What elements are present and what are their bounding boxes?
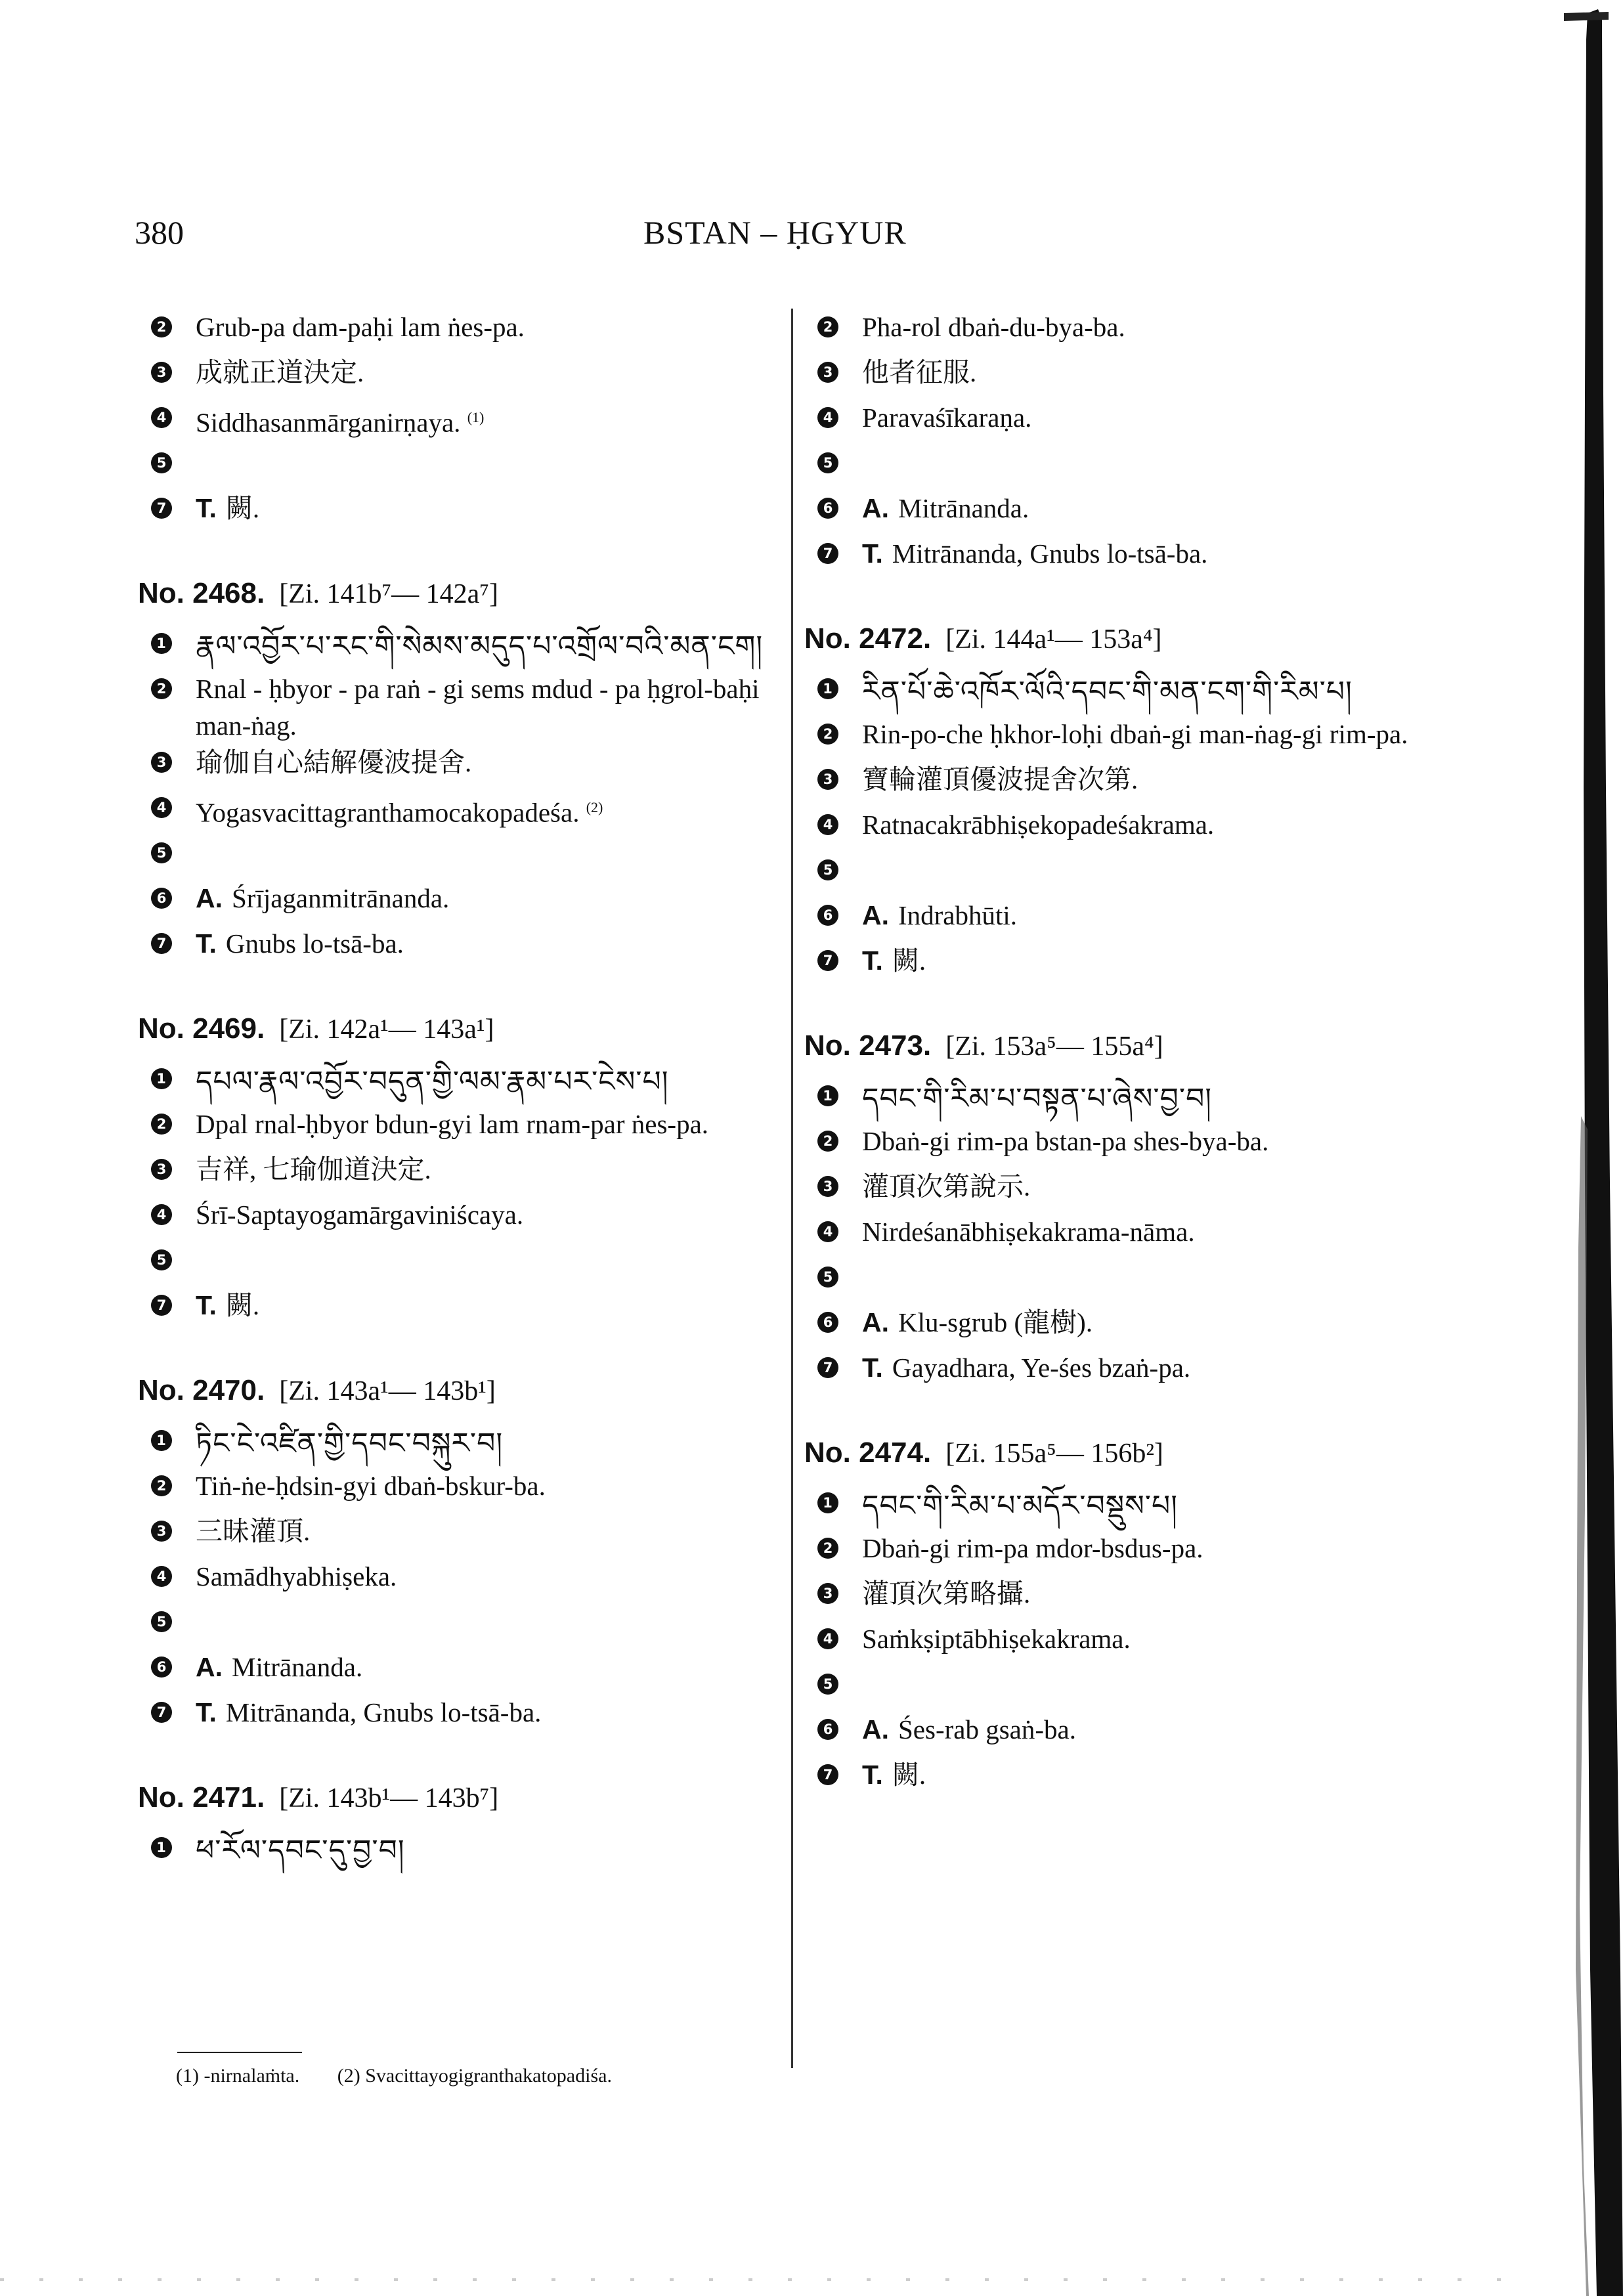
tibetan-translit-line: 2 Dbaṅ-gi rim-pa mdor-bsdus-pa. — [804, 1530, 1467, 1575]
marker-2: 2 — [151, 1114, 172, 1135]
translator-line: 7 T. 闕. — [804, 942, 1467, 987]
empty-line — [138, 444, 801, 490]
entry-2471 — [138, 1779, 801, 1874]
marker-2: 2 — [151, 316, 172, 337]
footnote-ref: (2) — [586, 799, 603, 815]
chinese-line: 3 灌頂次第說示. — [804, 1168, 1467, 1213]
sanskrit-line: 4 Śrī-Saptayogamārgaviniścaya. — [138, 1196, 801, 1242]
chinese-line: 3 三昧灌頂. — [138, 1513, 801, 1558]
entry-2473 — [804, 1027, 1467, 1395]
marker-6: 6 — [151, 1657, 172, 1678]
marker-4: 4 — [817, 1221, 838, 1242]
entry-2472 — [804, 620, 1467, 987]
marker-5: 5 — [151, 1611, 172, 1632]
sanskrit-line: 4 Yogasvacittagranthamocakopadeśa. $^{(2)}$ — [138, 789, 801, 834]
tibetan-line: 1 རིན་པོ་ཆེ་འཁོར་ལོའི་དབང་གི་མན་ངག་གི་རིམ་པ། — [804, 670, 1467, 716]
sanskrit-line: 4 Ratnacakrābhiṣekopadeśakrama. — [804, 806, 1467, 852]
marker-1: 1 — [151, 1837, 172, 1858]
continued-entry — [138, 309, 801, 535]
marker-5: 5 — [151, 452, 172, 473]
marker-1: 1 — [817, 1085, 838, 1106]
sanskrit-line: 4 Samādhyabhiṣeka. — [138, 1558, 801, 1603]
tibetan-translit-line: 2 Dpal rnal-ḥbyor bdun-gyi lam rnam-par ṅes-pa. — [138, 1106, 801, 1151]
marker-3: 3 — [151, 752, 172, 773]
entry-heading: No. 2469. [Zi. 142a¹— 143a¹] — [138, 1012, 494, 1045]
tibetan-translit-line: 2 Rnal - ḥbyor - pa raṅ - gi sems mdud - pa ḥgrol-baḥi man-ṅag. — [138, 670, 801, 744]
footnote-2: (2) Svacittayogigranthakatopadiśa. — [337, 2065, 612, 2087]
sanskrit-line: 4 Siddhasanmārganirṇaya. $^{(1)}$ — [138, 399, 801, 444]
empty-line — [138, 834, 801, 880]
marker-3: 3 — [817, 769, 838, 790]
author-line: 6 A. Mitrānanda. — [138, 1649, 801, 1694]
author-line: 6 A. Klu-sgrub (龍樹). — [804, 1304, 1467, 1349]
entry-heading: No. 2468. [Zi. 141b⁷— 142a⁷] — [138, 577, 498, 609]
empty-line — [804, 1666, 1467, 1711]
marker-2: 2 — [817, 1131, 838, 1152]
continued-entry — [804, 309, 1467, 580]
marker-4: 4 — [817, 407, 838, 428]
footnote-ref: (1) — [467, 409, 485, 425]
marker-3: 3 — [151, 1521, 172, 1542]
tibetan-translit-line: 2 Dbaṅ-gi rim-pa bstan-pa shes-bya-ba. — [804, 1123, 1467, 1168]
marker-5: 5 — [817, 452, 838, 473]
marker-6: 6 — [817, 905, 838, 926]
translator-line: 7 T. Mitrānanda, Gnubs lo-tsā-ba. — [138, 1694, 801, 1739]
marker-3: 3 — [151, 1159, 172, 1180]
marker-7: 7 — [817, 543, 838, 564]
marker-5: 5 — [817, 1267, 838, 1288]
marker-7: 7 — [817, 1764, 838, 1785]
marker-5: 5 — [817, 859, 838, 880]
marker-3: 3 — [151, 362, 172, 383]
marker-7: 7 — [151, 498, 172, 519]
marker-3: 3 — [817, 1176, 838, 1197]
footnote-rule — [177, 2052, 302, 2053]
author-line: 6 A. Śes-rab gsaṅ-ba. — [804, 1711, 1467, 1756]
left-column — [138, 309, 801, 1914]
marker-3: 3 — [817, 1583, 838, 1604]
marker-2: 2 — [151, 1475, 172, 1496]
empty-line — [804, 1259, 1467, 1304]
page-number: 380 — [135, 214, 184, 251]
marker-2: 2 — [817, 316, 838, 337]
chinese-line: 3 成就正道決定. — [138, 354, 801, 399]
entry-2470 — [138, 1372, 801, 1739]
tibetan-line: 1 དབང་གི་རིམ་པ་མདོར་བསྡུས་པ། — [804, 1484, 1467, 1530]
entry-heading: No. 2472. [Zi. 144a¹— 153a⁴] — [804, 622, 1162, 655]
entry-heading: No. 2470. [Zi. 143a¹— 143b¹] — [138, 1374, 496, 1406]
tibetan-translit-line: 2 Pha-rol dbaṅ-du-bya-ba. — [804, 309, 1467, 354]
empty-line — [804, 444, 1467, 490]
marker-5: 5 — [151, 842, 172, 863]
sanskrit-line: 4 Saṁkṣiptābhiṣekakrama. — [804, 1620, 1467, 1666]
chinese-line: 3 灌頂次第略攝. — [804, 1575, 1467, 1620]
empty-line — [138, 1242, 801, 1287]
entry-heading: No. 2471. [Zi. 143b¹— 143b⁷] — [138, 1781, 499, 1813]
marker-4: 4 — [151, 797, 172, 818]
marker-7: 7 — [151, 933, 172, 954]
marker-2: 2 — [151, 678, 172, 699]
right-column — [804, 309, 1467, 1841]
marker-6: 6 — [817, 1312, 838, 1333]
translator-line: 7 T. Gnubs lo-tsā-ba. — [138, 925, 801, 970]
marker-6: 6 — [817, 1719, 838, 1740]
tibetan-translit-line: 2 Grub-pa dam-paḥi lam ṅes-pa. — [138, 309, 801, 354]
marker-7: 7 — [151, 1295, 172, 1316]
scan-edge-shadow — [1525, 0, 1623, 2296]
empty-line — [138, 1603, 801, 1649]
marker-4: 4 — [817, 1628, 838, 1649]
translator-line: 7 T. Gayadhara, Ye-śes bzaṅ-pa. — [804, 1349, 1467, 1395]
entry-2474 — [804, 1434, 1467, 1802]
marker-4: 4 — [817, 814, 838, 835]
footnotes — [176, 2065, 645, 2087]
author-line: 6 A. Indrabhūti. — [804, 897, 1467, 942]
marker-3: 3 — [817, 362, 838, 383]
marker-6: 6 — [151, 888, 172, 909]
marker-1: 1 — [817, 1492, 838, 1513]
marker-5: 5 — [817, 1674, 838, 1695]
marker-1: 1 — [151, 1430, 172, 1451]
marker-1: 1 — [151, 1068, 172, 1089]
entry-2468 — [138, 574, 801, 970]
marker-1: 1 — [151, 633, 172, 654]
tibetan-translit-line: 2 Rin-po-che ḥkhor-loḥi dbaṅ-gi man-ṅag-gi rim-pa. — [804, 716, 1467, 761]
author-line: 6 A. Śrījaganmitrānanda. — [138, 880, 801, 925]
tibetan-line: 1 དབང་གི་རིམ་པ་བསྟན་པ་ཞེས་བྱ་བ། — [804, 1077, 1467, 1123]
scan-noise — [0, 2278, 1523, 2281]
tibetan-line: 1 དཔལ་རྣལ་འབྱོར་བདུན་གྱི་ལམ་རྣམ་པར་ངེས་པ། — [138, 1060, 801, 1106]
entry-heading: No. 2473. [Zi. 153a⁵— 155a⁴] — [804, 1029, 1163, 1062]
running-head: BSTAN – ḤGYUR — [643, 214, 907, 251]
marker-1: 1 — [817, 678, 838, 699]
tibetan-line: 1 རྣལ་འབྱོར་པ་རང་གི་སེམས་མདུད་པ་འགྲོལ་བའི་མན་ངག། — [138, 625, 801, 670]
marker-2: 2 — [817, 724, 838, 745]
marker-7: 7 — [817, 1357, 838, 1378]
marker-7: 7 — [817, 950, 838, 971]
marker-5: 5 — [151, 1249, 172, 1270]
sanskrit-line: 4 Nirdeśanābhiṣekakrama-nāma. — [804, 1213, 1467, 1259]
marker-6: 6 — [817, 498, 838, 519]
translator-line: 7 T. 闕. — [138, 1287, 801, 1332]
marker-7: 7 — [151, 1702, 172, 1723]
entry-heading: No. 2474. [Zi. 155a⁵— 156b²] — [804, 1437, 1163, 1469]
chinese-line: 3 瑜伽自心結解優波提舍. — [138, 744, 801, 789]
empty-line — [804, 852, 1467, 897]
marker-2: 2 — [817, 1538, 838, 1559]
chinese-line: 3 寶輪灌頂優波提舍次第. — [804, 761, 1467, 806]
marker-4: 4 — [151, 407, 172, 428]
tibetan-translit-line: 2 Tiṅ-ṅe-ḥdsin-gyi dbaṅ-bskur-ba. — [138, 1467, 801, 1513]
tibetan-line: 1 ཕ་རོལ་དབང་དུ་བྱ་བ། — [138, 1829, 801, 1874]
entry-2469 — [138, 1010, 801, 1332]
chinese-line: 3 他者征服. — [804, 354, 1467, 399]
sanskrit-line: 4 Paravaśīkaraṇa. — [804, 399, 1467, 444]
footnote-1: (1) -nirnalaṁta. — [176, 2065, 300, 2087]
marker-4: 4 — [151, 1204, 172, 1225]
translator-line: 7 T. 闕. — [804, 1756, 1467, 1802]
translator-line: 7 T. Mitrānanda, Gnubs lo-tsā-ba. — [804, 535, 1467, 580]
marker-4: 4 — [151, 1566, 172, 1587]
author-line: 6 A. Mitrānanda. — [804, 490, 1467, 535]
tibetan-line: 1 ཏིང་ངེ་འཛིན་གྱི་དབང་བསྐུར་བ། — [138, 1422, 801, 1467]
translator-line: 7 T. 闕. — [138, 490, 801, 535]
chinese-line: 3 吉祥, 七瑜伽道決定. — [138, 1151, 801, 1196]
